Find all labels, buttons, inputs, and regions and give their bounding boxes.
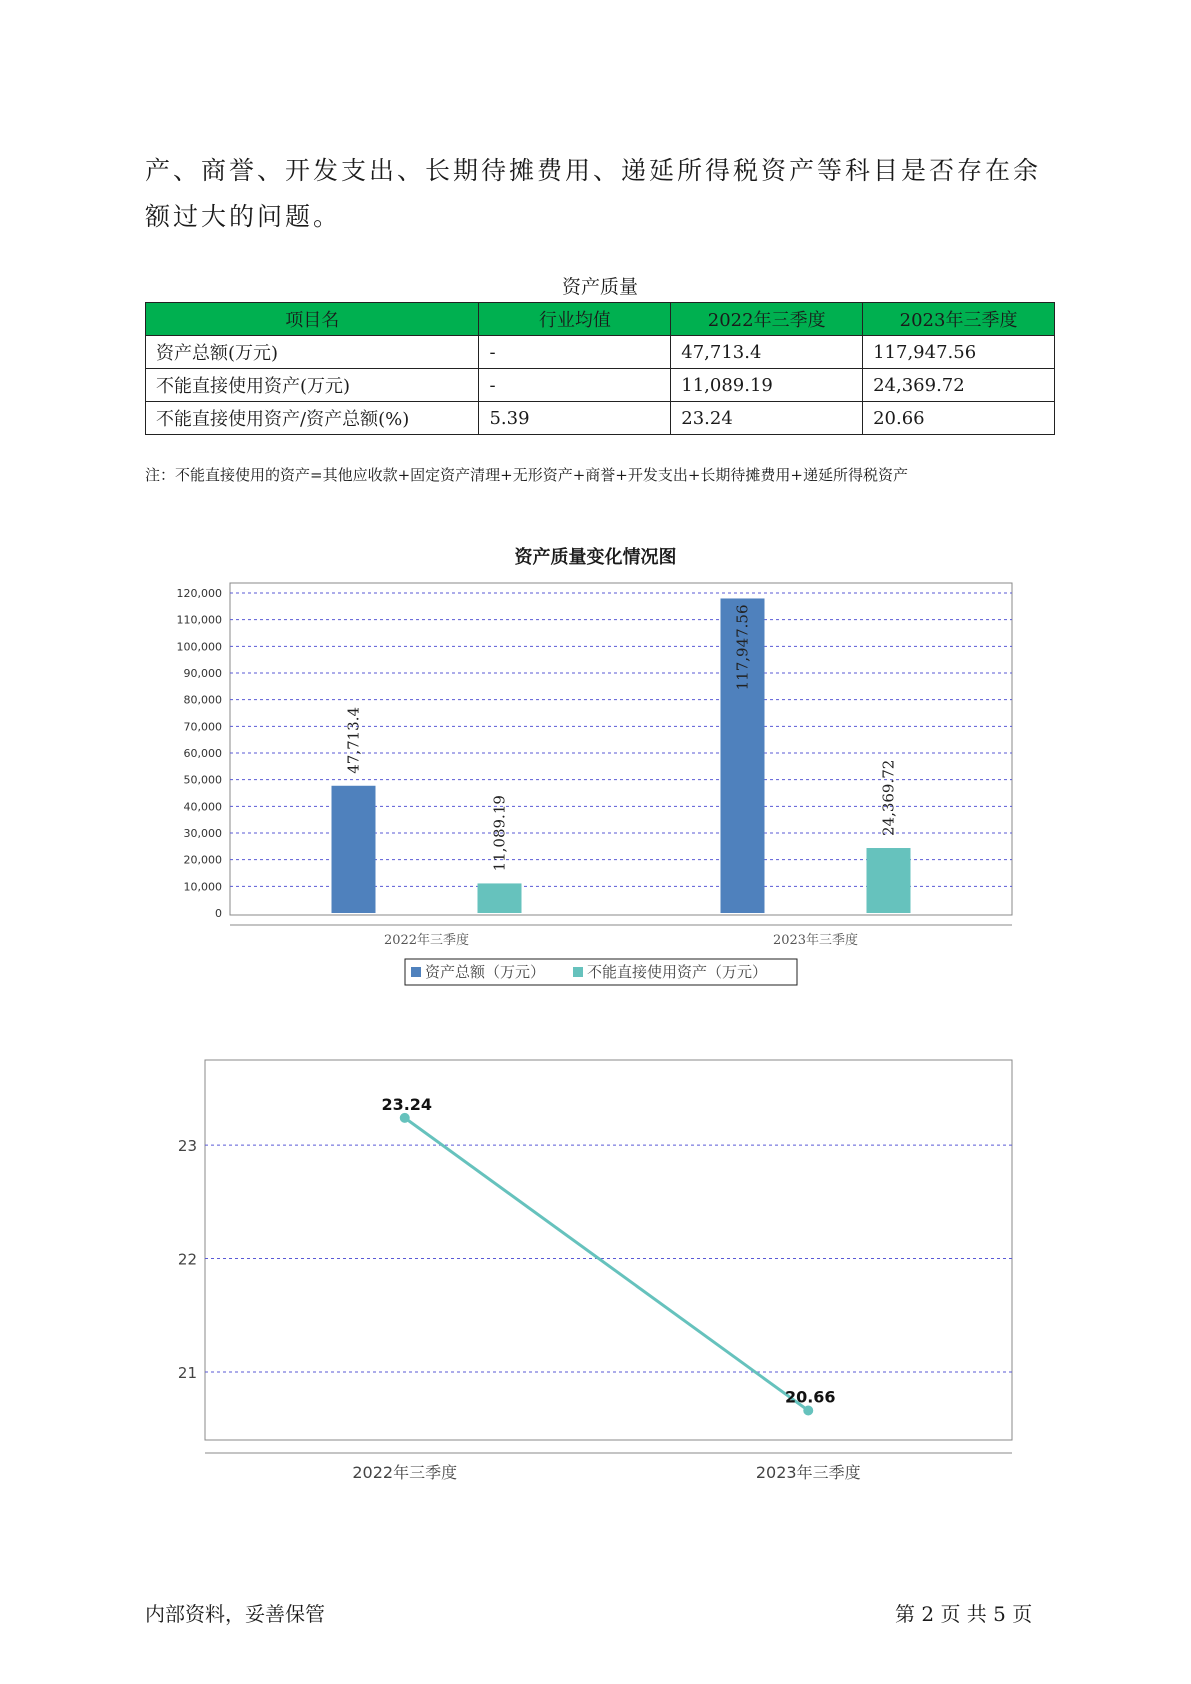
table-caption: 资产质量 [561, 276, 638, 298]
point-data-label: 20.66 [784, 1387, 836, 1407]
y-tick-label: 23 [177, 1137, 197, 1156]
bar-data-label: 47,713.4 [344, 706, 363, 774]
footer-confidential: 内部资料，妥善保管 [145, 1602, 325, 1626]
y-tick-label: 30,000 [183, 827, 222, 840]
y-tick-label: 80,000 [183, 693, 222, 707]
table-cell: 24,369.72 [863, 369, 1055, 402]
footer-page-number: 第 2 页 共 5 页 [895, 1602, 1033, 1626]
y-tick-label: 21 [177, 1363, 197, 1382]
data-point [803, 1406, 813, 1416]
bar-data-label: 24,369.72 [879, 759, 898, 837]
header-cell: 2022年三季度 [671, 303, 863, 336]
table-cell: 资产总额(万元) [146, 336, 479, 369]
y-tick-label: 100,000 [176, 640, 222, 654]
table-cell: - [479, 336, 671, 369]
table-cell: 117,947.56 [863, 336, 1055, 369]
y-tick-label: 0 [215, 907, 222, 920]
table-cell: - [479, 369, 671, 402]
x-tick-label: 2022年三季度 [352, 1463, 458, 1482]
bar-data-label: 11,089.19 [490, 795, 509, 872]
y-tick-label: 120,000 [176, 587, 222, 600]
table-cell: 不能直接使用资产/资产总额(%) [146, 402, 479, 435]
legend-label: 不能直接使用资产（万元） [587, 963, 768, 981]
paragraph-line-2: 额过大的问题。 [145, 202, 342, 231]
data-point [400, 1113, 410, 1123]
y-tick-label: 10,000 [183, 880, 222, 894]
header-cell: 项目名 [146, 303, 479, 336]
x-tick-label: 2023年三季度 [772, 933, 859, 948]
y-tick-label: 20,000 [183, 853, 222, 867]
table-cell: 20.66 [863, 402, 1055, 435]
table-footnote: 注：不能直接使用的资产=其他应收款+固定资产清理+无形资产+商誉+开发支出+长期待摊费用+递延所得税资产 [145, 466, 908, 484]
y-tick-label: 110,000 [176, 613, 222, 627]
x-tick-label: 2023年三季度 [755, 1463, 861, 1482]
table-cell: 47,713.4 [671, 336, 863, 369]
y-tick-label: 22 [177, 1250, 197, 1269]
y-tick-label: 40,000 [183, 800, 222, 814]
x-tick-label: 2022年三季度 [383, 933, 470, 948]
paragraph-line-1: 产、商誉、开发支出、长期待摊费用、递延所得税资产等科目是否存在余 [145, 156, 1042, 185]
y-tick-label: 70,000 [183, 720, 222, 734]
y-tick-label: 50,000 [183, 773, 222, 787]
plot-area [205, 1060, 1012, 1440]
bar-data-label: 117,947.56 [733, 604, 752, 691]
y-tick-label: 60,000 [183, 747, 222, 760]
bar-chart-title: 资产质量变化情况图 [514, 547, 677, 568]
table-cell: 11,089.19 [671, 369, 863, 402]
table-cell: 5.39 [479, 402, 671, 435]
point-data-label: 23.24 [381, 1094, 433, 1114]
header-cell: 行业均值 [479, 303, 671, 336]
table-cell: 不能直接使用资产(万元) [146, 369, 479, 402]
legend-label: 资产总额（万元） [425, 963, 546, 981]
table-cell: 23.24 [671, 402, 863, 435]
y-tick-label: 90,000 [183, 667, 222, 680]
header-cell: 2023年三季度 [863, 303, 1055, 336]
